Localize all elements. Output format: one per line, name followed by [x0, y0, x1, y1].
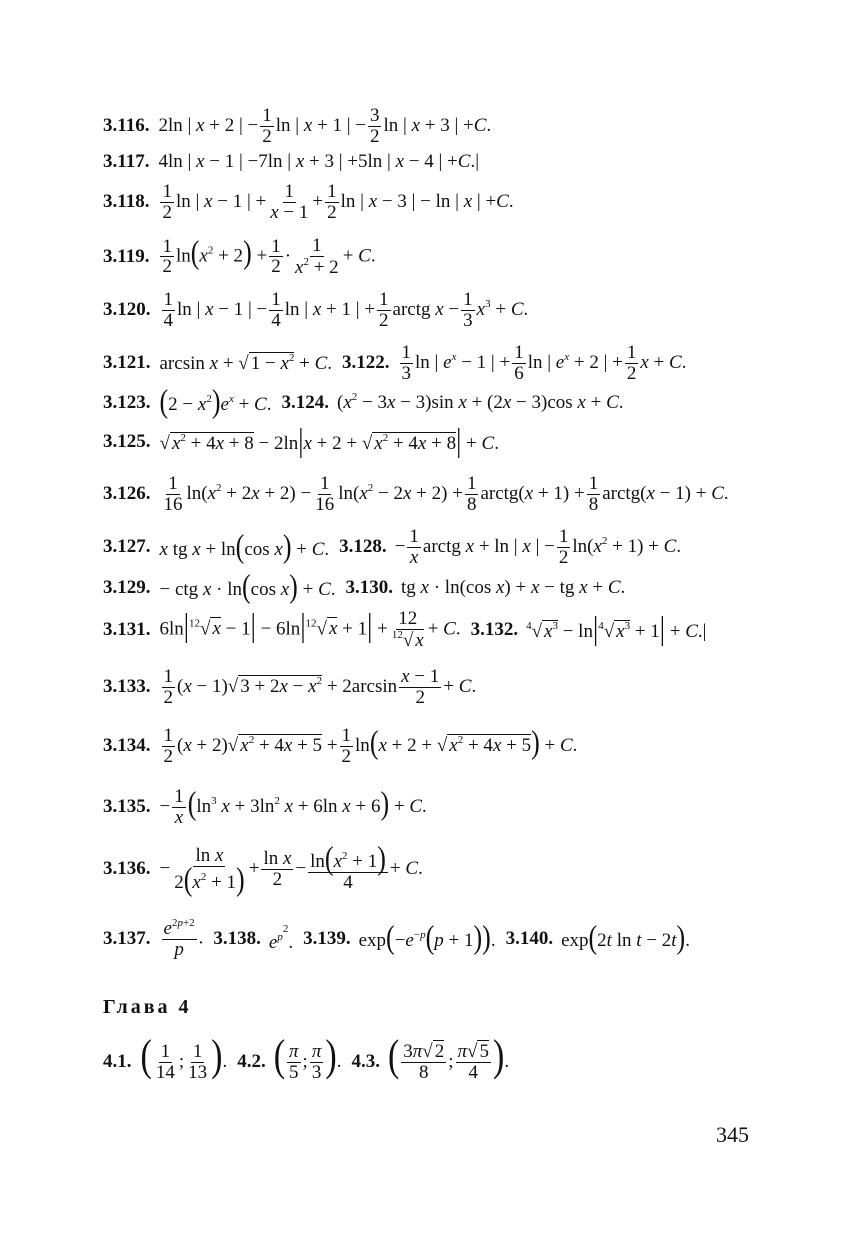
answer-3-137 [103, 918, 690, 960]
answer-number: 3.118. [103, 191, 150, 213]
answer-3-135 [103, 787, 427, 828]
answer-number: 4.1. [103, 1050, 132, 1072]
formula: $\frac{1}{16}$ $\ln(x^2 + 2x + 2)$ − $\frac{1}{16}$ $\ln(x^2 - 2x + 2)$ + $\frac{1}{8}$ arctg(x + 1) + $\frac{1}{8}$ arctg(x − 1) + C. [163, 473, 729, 515]
formula: − $\frac{1}{x}$ arctg x + ln | x | − $\frac{1}{2}$ $\ln(x^2 + 1) + C$. [394, 526, 682, 568]
answer-3-118 [103, 182, 514, 223]
answer-number: 3.125. [103, 430, 151, 452]
formula: − $\frac{\text{ln x}}{2(x^2 + 1)}$ + $\frac{\text{ln x}}{2}$ − $\frac{\ln(x^2 + 1)}{4}$ + C. [159, 840, 423, 898]
chapter-heading: Глава 4 [103, 996, 192, 1018]
answer-number: 3.136. [103, 858, 151, 880]
formula: ( $\frac{\pi}{5}$ ; $\frac{\pi}{3}$ ). [273, 1032, 342, 1084]
answer-number: 3.139. [303, 927, 351, 949]
answer-3-123 [103, 383, 624, 420]
answer-number: 4.3. [351, 1050, 380, 1072]
formula: $\frac{1}{2}$ ln | x − 1 | + $\frac{1}{x - 1}$ + $\frac{1}{2}$ ln | x − 3 | − ln | x | +C. [162, 181, 514, 223]
formula: $\frac{1}{2}$ (x − 1)√ $3 + 2x - x^2 + 2\arcsin$ $\frac{x - 1}{2}$ + C. [163, 666, 477, 708]
answer-number: 3.120. [103, 299, 151, 321]
answer-number: 3.137. [103, 927, 151, 949]
answer-3-126 [103, 474, 729, 515]
answer-3-134 [103, 726, 577, 767]
formula: ( $\frac{3\pi√ 2}{8}$ ; $\frac{\pi√ 5}{4}$ ). [387, 1032, 510, 1084]
answer-3-120 [103, 290, 528, 331]
formula: √ $x^2 + 4x + 8 - 2\ln|x + 2$ + √ $x^2 + 4x + 8| + C$. [159, 422, 499, 459]
answer-number: 3.132. [470, 618, 519, 640]
formula: $\exp(-e^{-p}(p + 1))$. [358, 919, 496, 956]
answer-number: 3.135. [103, 796, 151, 818]
formula: $\frac{1}{4}$ ln | x − 1 | − $\frac{1}{4}$ ln | x + 1 | + $\frac{1}{2}$ arctg x − $\frac{1}{3}$ $x^3 + C$. [163, 289, 529, 331]
formula: x tg x + ln(cos x) + C. [159, 528, 330, 565]
answer-3-119 [103, 236, 376, 278]
formula: $(2 - x^2)e^x + C$. [159, 383, 272, 420]
formula: − $\frac{1}{x}$ ($\ln^3$ $x + 3\ln^2$ x + 6ln x + 6) + C. [159, 785, 427, 828]
formula: ( $\frac{1}{14}$ ; $\frac{1}{13}$ ). [140, 1032, 228, 1084]
formula: $6\ln|^{12}√$ $x - 1| - 6\ln|^{12}√$ x + 1| + $\frac{12}{^{12}√ x}$ + C. [159, 607, 461, 651]
answer-number: 3.134. [103, 735, 151, 757]
answer-3-133 [103, 667, 476, 708]
formula: $\frac{1}{2}$ $\ln(x^2 + 2)$ + $\frac{1}{2}$ · $\frac{1}{x^2 + 2}$ + C. [162, 234, 376, 278]
answer-number: 3.138. [213, 927, 261, 949]
answer-3-125 [103, 422, 499, 459]
formula: $^4$√ $x^3 - \ln|^4√$ $x^3 + 1| + C.|$ [526, 610, 707, 647]
answer-3-127 [103, 527, 681, 568]
answer-3-129 [103, 568, 626, 605]
formula: $\frac{1}{3}$ ln | $e^x - 1$ | + $\frac{1}{6}$ ln | $e^x + 2$ | + $\frac{1}{2}$ x + C. [401, 342, 687, 384]
answer-number: 3.127. [103, 536, 151, 558]
answer-number: 3.119. [103, 245, 150, 267]
answer-3-131 [103, 609, 706, 651]
answer-3-116 [103, 106, 491, 147]
formula: exp(2t ln t − 2t). [561, 919, 690, 956]
page-number: 345 [716, 1122, 749, 1147]
answer-number: 3.122. [342, 352, 390, 374]
answer-4-1 [103, 1032, 510, 1084]
answer-number: 3.116. [103, 115, 150, 137]
answer-number: 3.128. [339, 536, 387, 558]
answer-number: 3.124. [281, 391, 329, 413]
answer-number: 3.131. [103, 618, 151, 640]
formula: $\frac{e^{2p+2}}{p}$ . [163, 917, 204, 960]
formula: $\frac{1}{2}$ (x + 2)√ $x^2 + 4x + 5$ + $\frac{1}{2}$ ln(x + 2 + √ $x^2 + 4x + 5) + C$. [163, 724, 578, 767]
answer-number: 3.129. [103, 576, 151, 598]
answer-number: 3.117. [103, 151, 150, 172]
formula: 4ln | x − 1 | −7ln | x + 3 | +5ln | x − 4 | +C.| [158, 151, 479, 172]
answer-number: 3.133. [103, 676, 151, 698]
answer-number: 3.123. [103, 391, 151, 413]
answer-3-136 [103, 840, 423, 898]
answer-number: 3.130. [345, 576, 393, 598]
formula: tg x · ln(cos x) + x − tg x + C. [401, 576, 626, 598]
answer-number: 3.121. [103, 352, 151, 374]
formula: 2ln | x + 2 | − $\frac{1}{2}$ ln | x + 1 | − $\frac{3}{2}$ ln | x + 3 | +C. [158, 105, 492, 147]
formula: − ctg x · ln(cos x) + C. [159, 568, 336, 605]
answer-number: 3.140. [505, 927, 554, 949]
formula: $(x^2 - 3x - 3)\sin$ x + (2x − 3)cos x + C. [336, 391, 624, 413]
answer-3-117 [103, 151, 479, 173]
formula: $e^{p^2}$. [268, 923, 294, 954]
answer-number: 3.126. [103, 483, 151, 505]
answer-3-121 [103, 343, 686, 384]
formula: arcsin x + √ $1 - x^2 + C$. [159, 351, 333, 374]
answer-number: 4.2. [237, 1050, 266, 1072]
